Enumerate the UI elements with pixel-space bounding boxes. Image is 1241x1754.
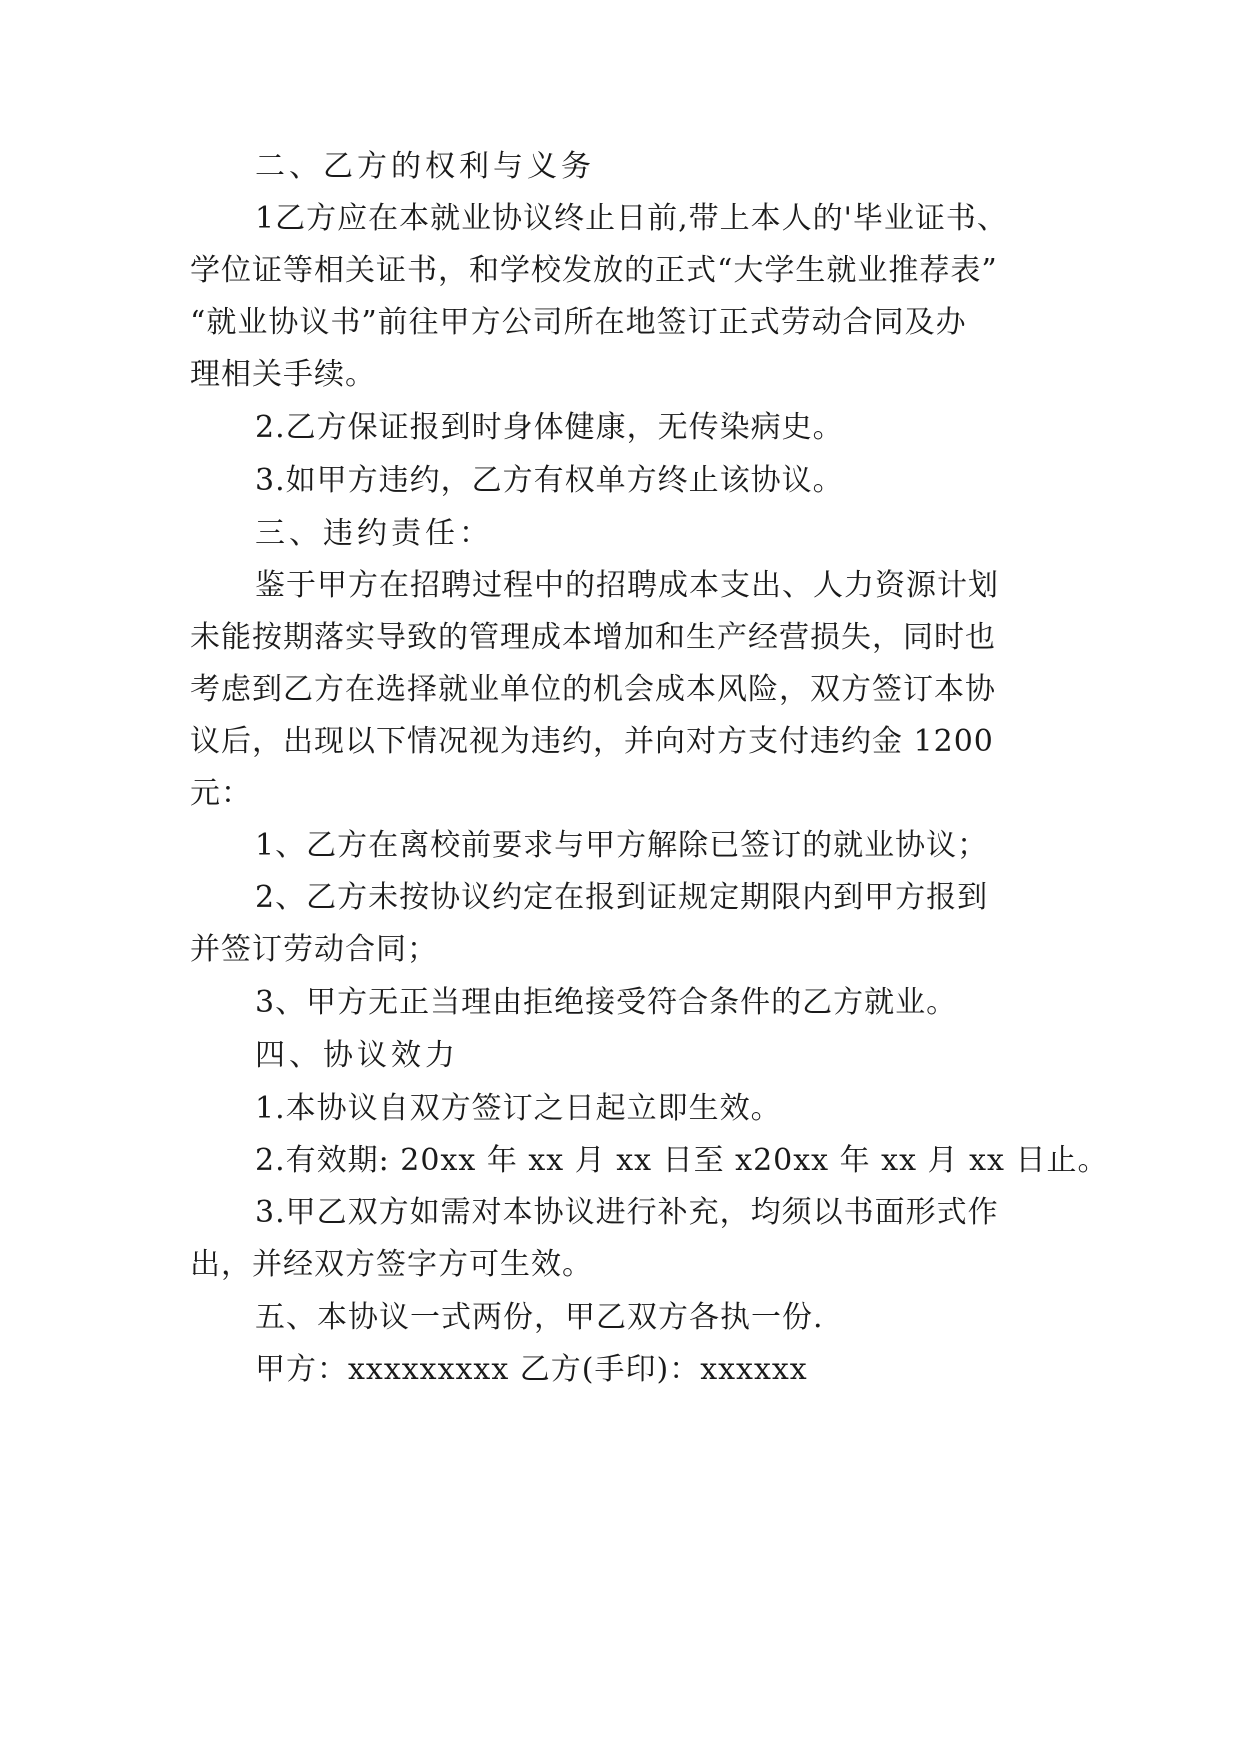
paragraph-line: 学位证等相关证书，和学校发放的正式“大学生就业推荐表” — [190, 253, 998, 288]
paragraph-line: 并签订劳动合同； — [190, 932, 438, 967]
paragraph-line: 2.乙方保证报到时身体健康，无传染病史。 — [255, 410, 844, 445]
paragraph-line: 3.甲乙双方如需对本协议进行补充，均须以书面形式作 — [255, 1195, 999, 1230]
paragraph-line: 3、甲方无正当理由拒绝接受符合条件的乙方就业。 — [255, 985, 958, 1020]
section-heading-liability: 三、违约责任： — [255, 516, 493, 551]
paragraph-line: 议后，出现以下情况视为违约，并向对方支付违约金 1200 — [190, 724, 994, 759]
paragraph-line: 2、乙方未按协议约定在报到证规定期限内到甲方报到 — [255, 880, 989, 915]
paragraph-line: 理相关手续。 — [190, 357, 376, 392]
signature-line: 甲方：xxxxxxxxx 乙方(手印)：xxxxxx — [255, 1352, 808, 1387]
paragraph-line: 元： — [190, 776, 252, 811]
paragraph-line: 3.如甲方违约，乙方有权单方终止该协议。 — [255, 463, 844, 498]
paragraph-line: 出，并经双方签字方可生效。 — [190, 1247, 593, 1282]
paragraph-line: 1、乙方在离校前要求与甲方解除已签订的就业协议； — [255, 828, 989, 863]
section-heading-copies: 五、本协议一式两份，甲乙双方各执一份. — [255, 1300, 824, 1335]
section-heading-party-b-rights: 二、乙方的权利与义务 — [255, 149, 595, 184]
section-heading-effectiveness: 四、协议效力 — [255, 1038, 459, 1073]
paragraph-line: 考虑到乙方在选择就业单位的机会成本风险，双方签订本协 — [190, 672, 996, 707]
paragraph-line: “就业协议书”前往甲方公司所在地签订正式劳动合同及办 — [190, 305, 967, 340]
paragraph-line: 1乙方应在本就业协议终止日前,带上本人的'毕业证书、 — [255, 201, 1008, 236]
paragraph-line: 鉴于甲方在招聘过程中的招聘成本支出、人力资源计划 — [255, 568, 999, 603]
paragraph-line: 2.有效期: 20xx 年 xx 月 xx 日至 x20xx 年 xx 月 xx 日止。 — [255, 1143, 1109, 1178]
paragraph-line: 未能按期落实导致的管理成本增加和生产经营损失，同时也 — [190, 620, 996, 655]
paragraph-line: 1.本协议自双方签订之日起立即生效。 — [255, 1091, 782, 1126]
